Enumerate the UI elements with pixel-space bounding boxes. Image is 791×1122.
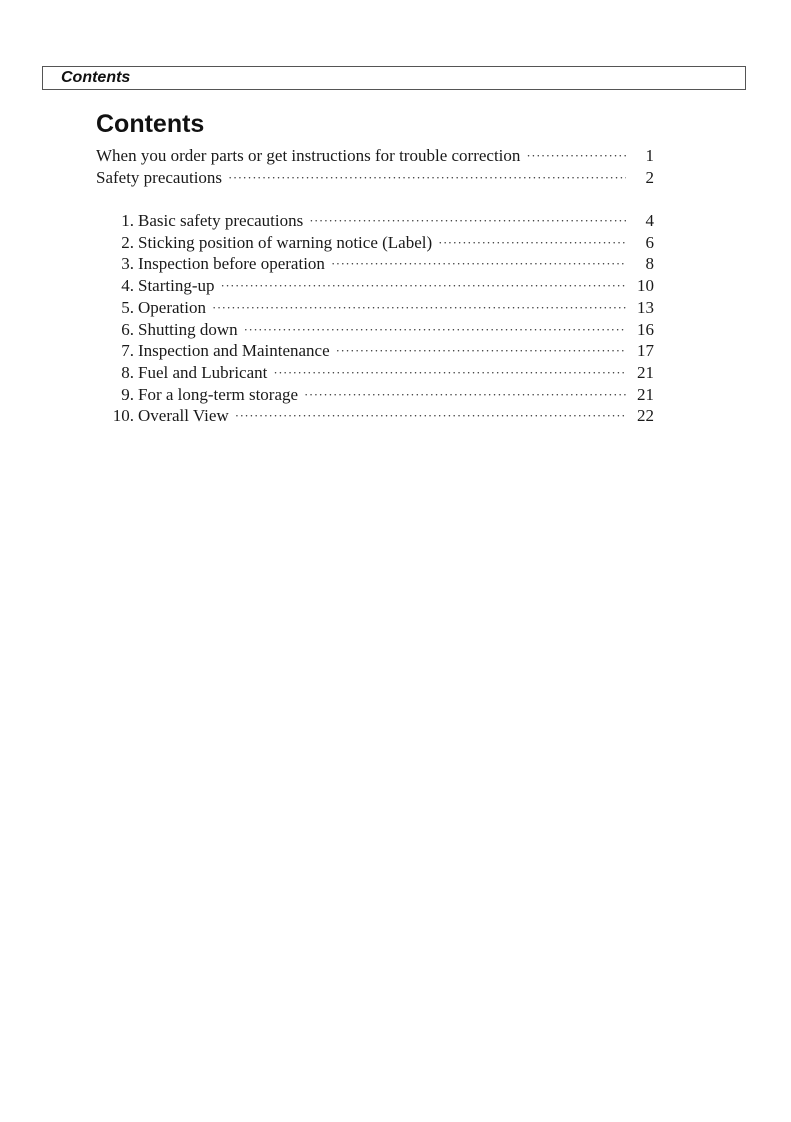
table-of-contents bbox=[96, 145, 654, 427]
toc-entry[interactable] bbox=[96, 167, 654, 189]
page-title: Contents bbox=[96, 110, 205, 138]
dot-leader bbox=[212, 297, 626, 319]
toc-entry-page: 13 bbox=[637, 297, 654, 317]
dot-leader bbox=[309, 210, 626, 232]
toc-entry-label: When you order parts or get instructions for trouble correction bbox=[96, 146, 521, 165]
toc-entry-number: 3. bbox=[121, 254, 134, 274]
toc-entry-page: 4 bbox=[645, 211, 654, 231]
toc-entry-number: 6. bbox=[121, 319, 134, 339]
toc-entry-page: 1 bbox=[645, 146, 654, 165]
dot-leader bbox=[228, 167, 626, 189]
toc-entry-label: Sticking position of warning notice (Label) bbox=[138, 232, 433, 252]
dot-leader bbox=[235, 405, 626, 427]
toc-entry-page: 17 bbox=[637, 341, 654, 361]
toc-entry-page: 21 bbox=[637, 384, 654, 404]
toc-entry-label: Basic safety precautions bbox=[138, 211, 304, 231]
toc-entry-label: For a long-term storage bbox=[138, 384, 299, 404]
toc-entry[interactable] bbox=[96, 405, 654, 427]
dot-leader bbox=[221, 275, 627, 297]
section-header-label: Contents bbox=[61, 69, 131, 86]
toc-entry-number: 5. bbox=[121, 297, 134, 317]
toc-entry-page: 2 bbox=[645, 167, 654, 187]
toc-entry[interactable] bbox=[96, 275, 654, 297]
toc-entry-page: 21 bbox=[637, 362, 654, 382]
toc-entry[interactable] bbox=[96, 340, 654, 362]
toc-entry-label: Safety precautions bbox=[96, 167, 223, 187]
toc-entry-label: Inspection and Maintenance bbox=[138, 341, 330, 361]
toc-entry-page: 16 bbox=[637, 319, 654, 339]
toc-entry-number: 10. bbox=[112, 406, 134, 426]
toc-entry-label: Overall View bbox=[138, 406, 229, 426]
toc-entry[interactable] bbox=[96, 253, 654, 275]
toc-entry-label: Starting-up bbox=[138, 276, 215, 296]
toc-entry[interactable] bbox=[96, 319, 654, 341]
toc-entry-page: 8 bbox=[645, 254, 654, 274]
toc-entry-label: Shutting down bbox=[138, 319, 238, 339]
toc-entry-label: Operation bbox=[138, 297, 206, 317]
toc-entry-number: 1. bbox=[121, 211, 134, 231]
section-header-bar bbox=[42, 66, 746, 90]
toc-entry-page: 22 bbox=[637, 406, 654, 426]
toc-entry-number: 9. bbox=[121, 384, 134, 404]
dot-leader bbox=[526, 145, 626, 167]
toc-entry-number: 8. bbox=[121, 362, 134, 382]
toc-entry-page: 6 bbox=[645, 232, 654, 252]
toc-entry-label: Fuel and Lubricant bbox=[138, 362, 268, 382]
toc-entry[interactable] bbox=[96, 297, 654, 319]
dot-leader bbox=[244, 319, 626, 341]
dot-leader bbox=[438, 232, 626, 254]
toc-entry[interactable] bbox=[96, 362, 654, 384]
dot-leader bbox=[304, 384, 626, 406]
toc-entry-number: 7. bbox=[121, 341, 134, 361]
dot-leader bbox=[273, 362, 626, 384]
toc-entry[interactable] bbox=[96, 384, 654, 406]
toc-entry-number: 2. bbox=[121, 232, 134, 252]
dot-leader bbox=[336, 340, 626, 362]
toc-entry-label: Inspection before operation bbox=[138, 254, 325, 274]
toc-entry-page: 10 bbox=[637, 276, 654, 296]
toc-entry[interactable] bbox=[96, 210, 654, 232]
dot-leader bbox=[331, 253, 626, 275]
toc-entry-number: 4. bbox=[121, 276, 134, 296]
toc-entry[interactable] bbox=[96, 145, 654, 167]
toc-entry[interactable] bbox=[96, 232, 654, 254]
